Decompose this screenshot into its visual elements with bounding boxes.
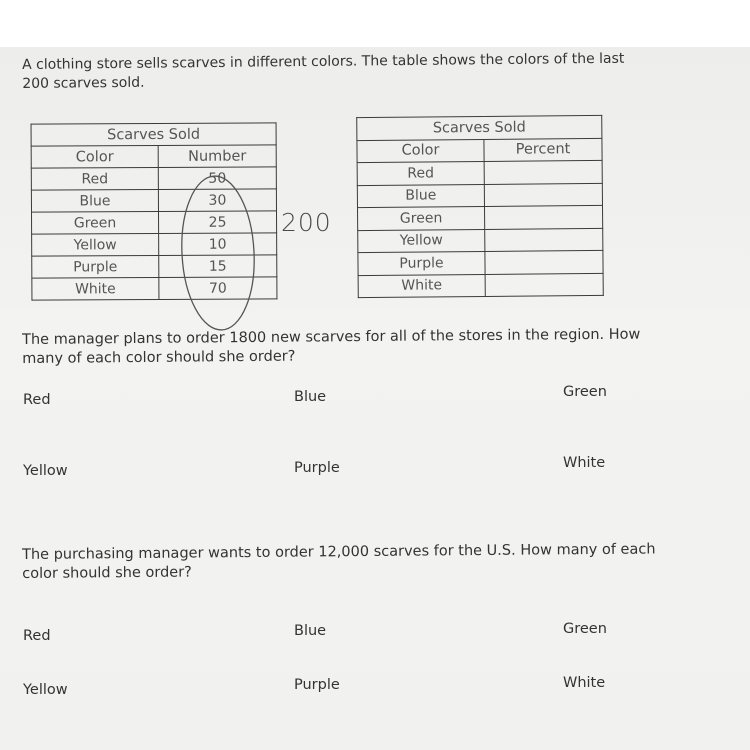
color-cell: Blue bbox=[357, 184, 484, 208]
number-cell: 25 bbox=[158, 211, 276, 234]
header-color: Color bbox=[31, 145, 158, 168]
number-cell: 70 bbox=[159, 277, 277, 300]
percent-cell[interactable] bbox=[484, 205, 602, 229]
percent-cell[interactable] bbox=[484, 160, 602, 184]
answer-label-red: Red bbox=[23, 628, 51, 644]
table-row bbox=[358, 273, 603, 298]
color-cell: Yellow bbox=[358, 229, 485, 253]
answer-label-yellow: Yellow bbox=[23, 463, 68, 479]
answer-label-blue: Blue bbox=[294, 623, 327, 639]
percent-cell[interactable] bbox=[485, 273, 603, 297]
number-cell: 50 bbox=[158, 167, 276, 190]
answer-label-green: Green bbox=[563, 384, 607, 400]
question-2 bbox=[22, 540, 656, 584]
scarves-sold-percent-table bbox=[356, 115, 604, 298]
question-2-line-2: color should she order? bbox=[22, 564, 192, 582]
table-row bbox=[357, 160, 602, 185]
answer-label-white: White bbox=[563, 455, 606, 471]
percent-cell[interactable] bbox=[485, 228, 603, 252]
header-percent: Percent bbox=[484, 138, 602, 162]
header-color: Color bbox=[357, 139, 484, 163]
color-cell: Blue bbox=[31, 189, 158, 212]
intro-line-2: 200 scarves sold. bbox=[22, 74, 145, 92]
number-cell: 15 bbox=[159, 255, 277, 278]
pencil-oval bbox=[178, 174, 258, 332]
percent-cell[interactable] bbox=[485, 250, 603, 274]
answer-label-purple: Purple bbox=[294, 460, 340, 476]
answer-label-purple: Purple bbox=[294, 677, 340, 693]
table-row bbox=[357, 183, 602, 208]
question-1-line-2: many of each color should she order? bbox=[22, 348, 296, 367]
color-cell: White bbox=[32, 277, 159, 300]
color-cell: Yellow bbox=[32, 233, 159, 256]
question-1 bbox=[22, 326, 641, 369]
answer-label-yellow: Yellow bbox=[23, 682, 68, 698]
answer-label-blue: Blue bbox=[294, 389, 327, 405]
color-cell: Red bbox=[357, 161, 484, 185]
number-cell: 10 bbox=[159, 233, 277, 256]
answer-label-green: Green bbox=[563, 621, 607, 637]
table-row bbox=[358, 205, 603, 230]
table-title: Scarves Sold bbox=[357, 115, 602, 140]
color-cell: Purple bbox=[32, 255, 159, 278]
color-cell: Green bbox=[358, 206, 485, 230]
color-cell: White bbox=[358, 274, 485, 298]
question-2-line-1: The purchasing manager wants to order 12,000 scarves for the U.S. How many of each bbox=[22, 541, 656, 563]
table-title: Scarves Sold bbox=[31, 123, 276, 146]
color-cell: Green bbox=[32, 211, 159, 234]
answer-label-red: Red bbox=[23, 392, 51, 408]
percent-cell[interactable] bbox=[484, 183, 602, 207]
question-1-line-1: The manager plans to order 1800 new scarves for all of the stores in the region. How bbox=[22, 326, 641, 348]
number-cell: 30 bbox=[158, 189, 276, 212]
header-number: Number bbox=[158, 145, 276, 168]
table-row bbox=[358, 228, 603, 253]
color-cell: Purple bbox=[358, 251, 485, 275]
handwritten-total: 200 bbox=[281, 208, 332, 237]
table-row bbox=[358, 250, 603, 275]
intro-line-1: A clothing store sells scarves in different colors. The table shows the colors of the last bbox=[22, 50, 625, 73]
color-cell: Red bbox=[31, 167, 158, 190]
answer-label-white: White bbox=[563, 675, 606, 691]
